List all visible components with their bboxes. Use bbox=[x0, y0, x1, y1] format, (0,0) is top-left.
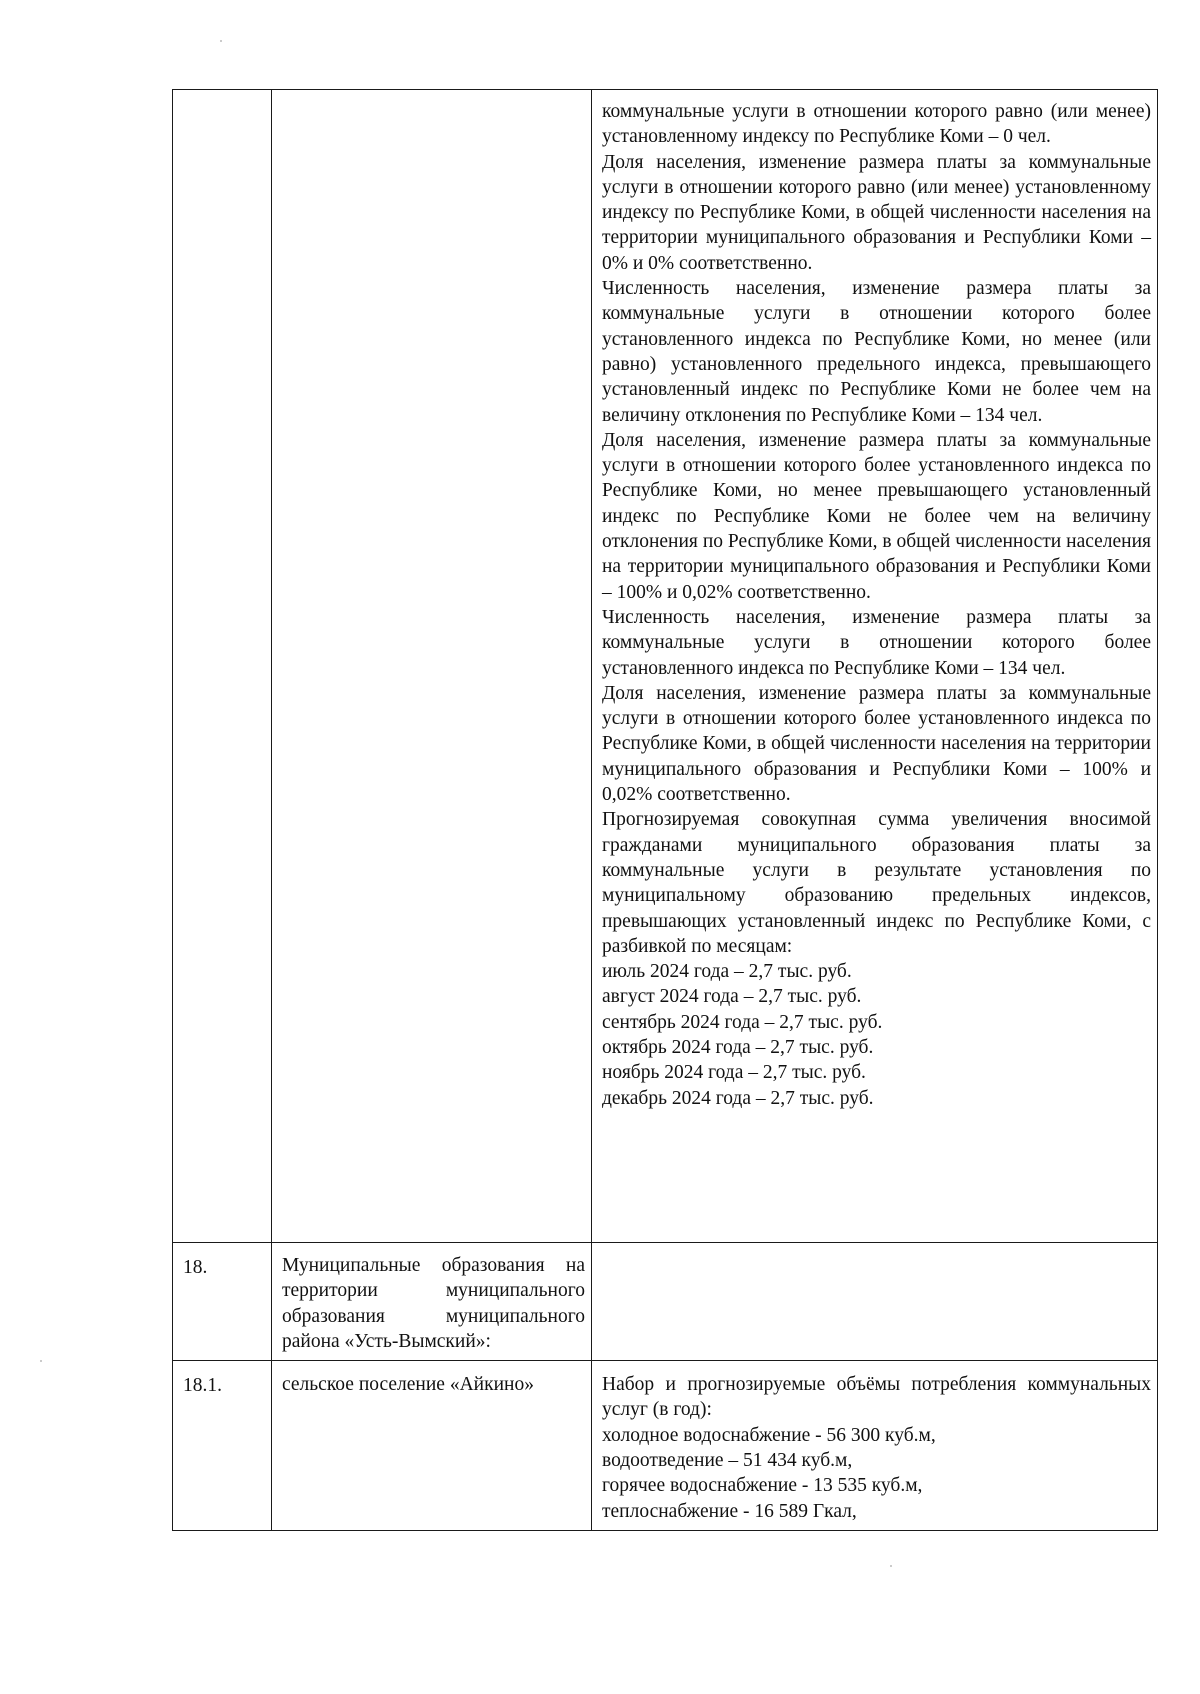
description-text bbox=[592, 90, 1157, 1117]
paragraph: коммунальные услуги в отношении которого равно (или менее) установленному индексу по Республике Коми – 0 чел. bbox=[602, 101, 1151, 148]
month-line: июль 2024 года – 2,7 тыс. руб. bbox=[602, 961, 852, 983]
paragraph: Доля населения, изменение размера платы за коммунальные услуги в отношении которого более установленного индекса по Республике Коми, в общей численности населения на территории муниципального образования и Республики Коми – 100% и 0,02% соответственно. bbox=[602, 682, 1151, 806]
month-line: ноябрь 2024 года – 2,7 тыс. руб. bbox=[602, 1062, 866, 1084]
paragraph: Численность населения, изменение размера платы за коммунальные услуги в отношении которого более установленного индекса по Республике Коми – 134 чел. bbox=[602, 606, 1151, 679]
row-name: Муниципальные образования на территории муниципального образования муниципального района «Усть-Вымский»: bbox=[282, 1255, 585, 1352]
paragraph: Набор и прогнозируемые объёмы потребления коммунальных услуг (в год): bbox=[602, 1374, 1151, 1421]
table-row-18-1 bbox=[173, 1361, 1158, 1531]
paragraph: Доля населения, изменение размера платы за коммунальные услуги в отношении которого равно (или менее) установленному индексу по Республике Коми, в общей численности населения на территории муниципального образования и Республики Коми – 0% и 0% соответственно. bbox=[602, 151, 1151, 274]
description-cell bbox=[592, 90, 1158, 1243]
paragraph: Прогнозируемая совокупная сумма увеличения вносимой гражданами муниципального образования платы за коммунальные услуги в результате установления по муниципальному образованию предельных индексов, превышающих установленный индекс по Республике Коми, с разбивкой по месяцам: bbox=[602, 809, 1151, 957]
scan-speck bbox=[40, 1360, 42, 1362]
description-text bbox=[592, 1361, 1157, 1530]
utility-line: водоотведение – 51 434 куб.м, bbox=[602, 1450, 853, 1472]
data-table bbox=[172, 89, 1158, 1531]
row-number: 18. bbox=[183, 1257, 208, 1278]
utility-line: холодное водоснабжение - 56 300 куб.м, bbox=[602, 1424, 936, 1446]
name-cell bbox=[272, 1243, 592, 1361]
utility-line: горячее водоснабжение - 13 535 куб.м, bbox=[602, 1475, 923, 1497]
paragraph: Доля населения, изменение размера платы за коммунальные услуги в отношении которого более установленного индекса по Республике Коми, но менее превышающего установленный индекс по Республике Коми не более чем на величину отклонения по Республике Коми, в общей численности населения на территории муниципального образования и Республики Коми – 100% и 0,02% соответственно. bbox=[602, 429, 1151, 603]
month-line: август 2024 года – 2,7 тыс. руб. bbox=[602, 986, 862, 1008]
number-cell bbox=[173, 1361, 272, 1531]
table-row-18 bbox=[173, 1243, 1158, 1361]
name-cell bbox=[272, 1361, 592, 1531]
paragraph: Численность населения, изменение размера платы за коммунальные услуги в отношении которого более установленного индекса по Республике Коми, но менее (или равно) установленного предельного индекса, превышающего установленный индекс по Республике Коми не более чем на величину отклонения по Республике Коми – 134 чел. bbox=[602, 278, 1151, 426]
month-line: декабрь 2024 года – 2,7 тыс. руб. bbox=[602, 1087, 874, 1109]
description-cell bbox=[592, 1243, 1158, 1361]
month-line: октябрь 2024 года – 2,7 тыс. руб. bbox=[602, 1036, 874, 1058]
description-cell bbox=[592, 1361, 1158, 1531]
scan-speck bbox=[890, 1565, 892, 1567]
name-cell bbox=[272, 90, 592, 1243]
row-number: 18.1. bbox=[183, 1375, 222, 1397]
number-cell bbox=[173, 90, 272, 1243]
scan-speck bbox=[220, 40, 222, 42]
table-row-continuation bbox=[173, 90, 1158, 1243]
number-cell bbox=[173, 1243, 272, 1361]
row-name: сельское поселение «Айкино» bbox=[282, 1374, 534, 1396]
utility-line: теплоснабжение - 16 589 Гкал, bbox=[602, 1500, 857, 1522]
month-line: сентябрь 2024 года – 2,7 тыс. руб. bbox=[602, 1011, 883, 1033]
